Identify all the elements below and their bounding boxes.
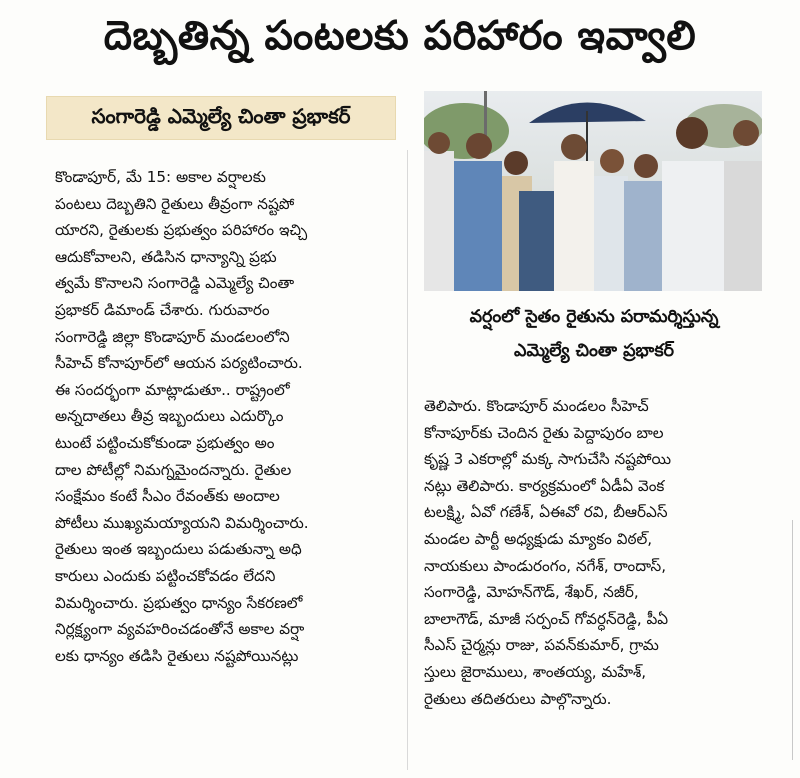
text-line: సంగారెడ్డి, మోహన్‌గౌడ్, శేఖర్, నజీర్,: [424, 583, 639, 602]
text-line: విమర్శించారు. ప్రభుత్వం ధాన్యం సేకరణలో: [55, 593, 303, 612]
caption-line-2: ఎమ్మెల్యే చింతా ప్రభాకర్: [514, 341, 674, 361]
text-line: టుంటే పట్టించుకోకుండా ప్రభుత్వం అం: [55, 433, 275, 452]
text-line: లకు ధాన్యం తడిసి రైతులు నష్టపోయినట్లు: [55, 646, 299, 665]
text-line: నిర్లక్ష్యంగా వ్యవహరించడంతోనే అకాల వర్షా: [55, 620, 305, 639]
photo-caption: [426, 294, 762, 374]
text-line: సంక్షేమం కంటే సీఎం రేవంత్‌కు అందాల: [55, 487, 280, 506]
text-line: కొండాపూర్, మే 15: అకాల వర్షాలకు: [55, 168, 266, 186]
text-line: బాలాగౌడ్, మాజీ సర్పంచ్ గోవర్ధన్‌రెడ్డి, పీఏ: [424, 609, 669, 628]
text-line: కోనాపూర్‌కు చెందిన రైతు పెద్దాపురం బాల: [424, 423, 664, 442]
text-line: కారులు ఎందుకు పట్టించకోవడం లేదని: [55, 566, 276, 585]
text-line: సంగారెడ్డి జిల్లా కొండాపూర్ మండలంలోని: [55, 327, 290, 346]
page-edge-rule: [792, 520, 793, 760]
text-line: నట్లు తెలిపారు. కార్యక్రమంలో ఏడీఏ వెంక: [424, 476, 665, 495]
text-line: దాల పోటీల్లో నిమగ్నమైందన్నారు. రైతుల: [55, 460, 292, 479]
text-line: ఈ సందర్భంగా మాట్లాడుతూ.. రాష్ట్రంలో: [55, 380, 290, 399]
text-line: పోటీలు ముఖ్యమయ్యాయని విమర్శించారు.: [55, 513, 309, 532]
text-line: యారని, రైతులకు ప్రభుత్వం పరిహారం ఇచ్చి: [55, 221, 308, 240]
headline: దెబ్బతిన్న పంటలకు పరిహారం ఇవ్వాలి: [103, 13, 697, 59]
text-line: టలక్ష్మి, ఏవో గణేశ్, ఏఈవో రవి, బీఆర్ఎస్: [424, 503, 668, 522]
caption-line-1: వర్షంలో సైతం రైతును పరామర్శిస్తున్న: [469, 307, 719, 327]
text-line: ఆదుకోవాలని, తడిసిన ధాన్యాన్ని ప్రభు: [55, 247, 277, 266]
column-divider: [407, 150, 408, 770]
article-right-column: [424, 393, 774, 712]
article-left-column: [55, 164, 395, 669]
text-line: ప్రభాకర్ డిమాండ్ చేశారు. గురువారం: [55, 300, 270, 319]
text-line: త్వమే కొనాలని సంగారెడ్డి ఎమ్మెల్యే చింతా: [55, 274, 295, 293]
text-line: సీఎస్ చైర్మన్లు రాజు, పవన్‌కుమార్, గ్రామ: [424, 636, 659, 655]
text-line: పంటలు దెబ్బతిని రైతులు తీవ్రంగా నష్టపో: [55, 194, 295, 213]
text-line: మండల పార్టీ అధ్యక్షుడు మ్యాకం విఠల్,: [424, 529, 653, 548]
news-photo: [424, 91, 762, 291]
text-line: సీహెచ్ కోనాపూర్‌లో ఆయన పర్యటించారు.: [55, 354, 303, 373]
text-line: రైతులు తదితరులు పాల్గొన్నారు.: [424, 689, 612, 708]
subheadline: సంగారెడ్డి ఎమ్మెల్యే చింతా ప్రభాకర్: [46, 96, 396, 140]
text-line: అన్నదాతలు తీవ్ర ఇబ్బందులు ఎదుర్కొం: [55, 407, 284, 426]
text-line: కృష్ణ 3 ఎకరాల్లో మక్క సాగుచేసి నష్టపోయి: [424, 450, 672, 469]
text-line: రైతులు ఇంత ఇబ్బందులు పడుతున్నా అధి: [55, 540, 302, 559]
text-line: నాయకులు పాండురంగం, నగేశ్, రాందాస్,: [424, 556, 667, 575]
text-line: తెలిపారు. కొండాపూర్ మండలం సీహెచ్: [424, 397, 649, 415]
text-line: స్తులు జైరాములు, శాంతయ్య, మహేశ్,: [424, 662, 647, 681]
